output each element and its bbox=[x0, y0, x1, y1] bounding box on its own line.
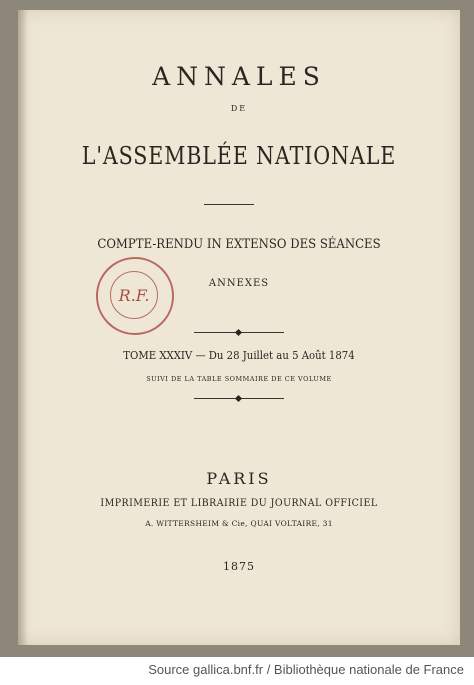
library-stamp bbox=[96, 257, 174, 335]
ornament-dot-bottom bbox=[235, 395, 242, 402]
document-page bbox=[18, 10, 460, 645]
imprint-printer: IMPRIMERIE ET LIBRAIRIE DU JOURNAL OFFICIEL bbox=[100, 497, 378, 509]
subtitle-annexes: ANNEXES bbox=[208, 278, 270, 289]
title-de: DE bbox=[230, 104, 248, 113]
ornament-dot-top bbox=[235, 329, 242, 336]
subtitle-compte-rendu: COMPTE-RENDU IN EXTENSO DES SÉANCES bbox=[97, 237, 381, 252]
imprint-city: PARIS bbox=[206, 469, 272, 488]
source-footer bbox=[0, 657, 474, 685]
title-assemblee: L'ASSEMBLÉE NATIONALE bbox=[81, 142, 397, 170]
imprint-address: A. WITTERSHEIM & Cie, QUAI VOLTAIRE, 31 bbox=[145, 519, 333, 528]
stamp-monogram: R.F. bbox=[110, 271, 158, 319]
title-annales: ANNALES bbox=[152, 62, 326, 91]
separator-rule bbox=[204, 204, 254, 205]
suivi-line: SUIVI DE LA TABLE SOMMAIRE DE CE VOLUME bbox=[146, 375, 332, 383]
footer-text[interactable]: Source gallica.bnf.fr / Bibliothèque nationale de France bbox=[148, 662, 464, 677]
imprint-year: 1875 bbox=[223, 560, 255, 573]
tome-line: TOME XXXIV — Du 28 Juillet au 5 Août 1874 bbox=[123, 349, 355, 362]
